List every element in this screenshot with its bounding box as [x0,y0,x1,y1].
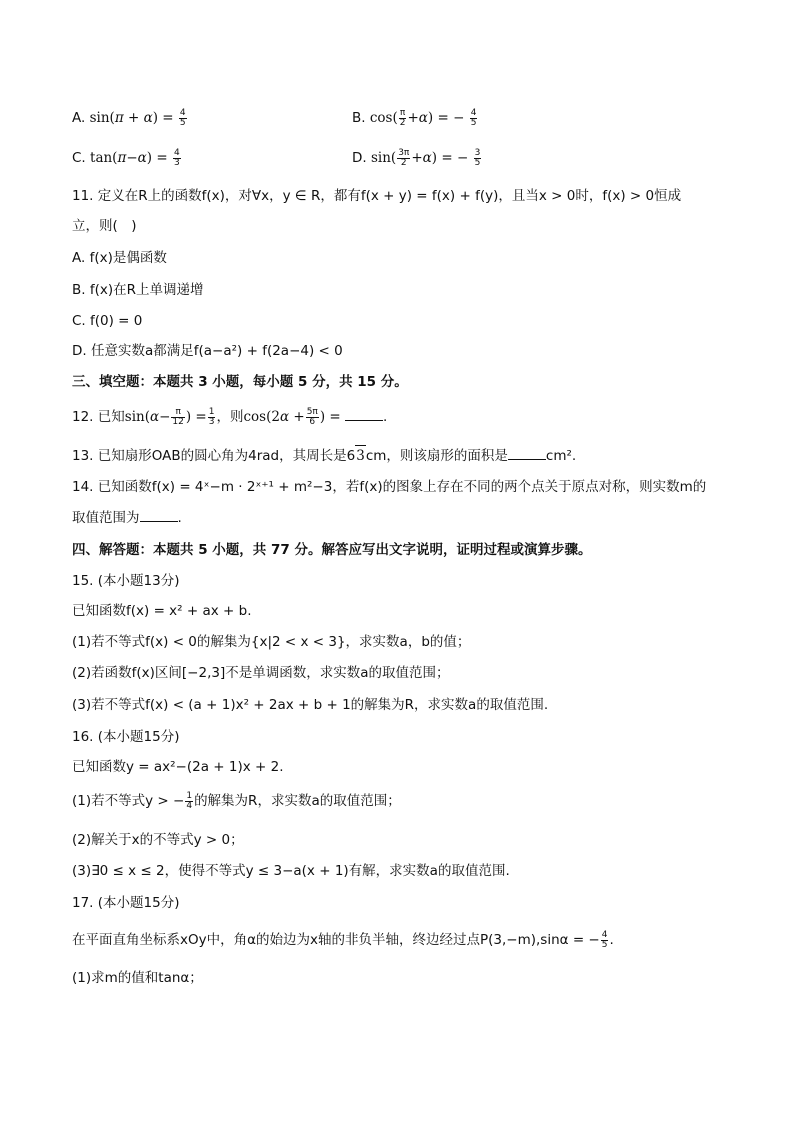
q15-stem: 已知函数f(x) = x² + ax + b. [72,603,252,619]
q13-text: 13. 已知扇形OAB的圆心角为4rad，其周长是6 [72,448,356,464]
q15-part3: (3)若不等式f(x) < (a + 1)x² + 2ax + b + 1的解集为R，求实数a的取值范围. [72,697,549,713]
q10-option-c: C. tan(π−α) = $\frac{4}{3}$ [72,147,180,168]
q16-part2: (2)解关于x的不等式y > 0； [72,832,244,848]
q17-stem-text: 在平面直角坐标系xOy中，角α的始边为x轴的非负半轴，终边经过点P(3,−m),sinα = − [72,932,600,948]
q17-heading: 17. (本小题15分) [72,895,180,911]
answer-blank [140,509,178,522]
q12-mid: ，则 [216,409,244,425]
section-4-heading: 四、解答题：本题共 5 小题，共 77 分。解答应写出文字说明，证明过程或演算步骤。 [72,542,592,558]
q10-option-a: A. sin(π + α) = $\frac{4}{5}$ [72,107,186,128]
q15-part1: (1)若不等式f(x) < 0的解集为{x|2 < x < 3}，求实数a，b的值； [72,634,471,650]
q14-line1: 14. 已知函数f(x) = 4ˣ−m · 2ˣ⁺¹ + m²−3，若f(x)的图象上存在不同的两个点关于原点对称，则实数m的 [72,479,707,495]
q11-option-c: C. f(0) = 0 [72,313,143,329]
option-label: D. [352,150,367,166]
q12: 12. 已知sin(α− $\frac{\pi}{12}$ ) = $\frac{1}{3}$ ，则cos(2α + $\frac{5\pi}{6}$ ) = . [72,406,388,427]
q11-option-b: B. f(x)在R上单调递增 [72,282,204,298]
q17-part1: (1)求m的值和tanα； [72,970,203,986]
answer-blank [508,447,546,460]
q16-part1-a: (1)若不等式y > − [72,793,185,809]
q16-part1 [72,791,401,811]
fraction: $\frac{4}{3}$ [173,147,180,168]
option-label: B. [352,110,366,126]
option-label: A. [72,110,86,126]
fraction: $\frac{3}{5}$ [474,147,481,168]
section-3-heading: 三、填空题：本题共 3 小题，每小题 5 分，共 15 分。 [72,374,408,390]
fraction: $\frac{5\pi}{6}$ [306,406,318,427]
q13 [72,445,576,466]
q14-line2: 取值范围为 . [72,510,182,526]
fraction: $\frac{3\pi}{2}$ [398,147,410,168]
q10-option-b: B. cos( $\frac{\pi}{2}$ +α) = − $\frac{4}{5}$ [352,107,477,128]
option-label: C. [72,150,86,166]
fraction: $\frac{1}{3}$ [208,406,215,427]
q11-option-d: D. 任意实数a都满足f(a−a²) + f(2a−4) < 0 [72,343,343,359]
fraction: $\frac{1}{4}$ [186,790,193,811]
answer-blank [345,408,383,421]
fraction: $\frac{4}{5}$ [179,107,186,128]
q11-stem-line2: 立，则( ) [72,218,137,234]
q16-stem: 已知函数y = ax²−(2a + 1)x + 2. [72,759,284,775]
q10-option-d: D. sin( $\frac{3\pi}{2}$ +α) = − $\frac{3}{5}$ [352,147,481,168]
fraction: $\frac{\pi}{2}$ [399,107,406,128]
fraction: $\frac{4}{5}$ [601,929,608,950]
q16-part1-b: 的解集为R，求实数a的取值范围； [194,793,401,809]
q11-option-a: A. f(x)是偶函数 [72,250,167,266]
q16-heading: 16. (本小题15分) [72,729,180,745]
q15-heading: 15. (本小题13分) [72,573,180,589]
fraction: $\frac{4}{5}$ [470,107,477,128]
fraction: $\frac{\pi}{12}$ [172,406,184,427]
q15-part2: (2)若函数f(x)区间[−2,3]不是单调函数，求实数a的取值范围； [72,665,450,681]
q17-stem: 在平面直角坐标系xOy中，角α的始边为x轴的非负半轴，终边经过点P(3,−m),sinα = − $\frac{4}{5}$ . [72,929,614,950]
q12-prefix: 12. 已知 [72,409,125,425]
sqrt-symbol: 3 [355,445,366,466]
q13-text-b: cm，则该扇形的面积是 [365,448,508,464]
q13-unit: cm². [545,448,577,464]
q16-part3: (3)∃0 ≤ x ≤ 2，使得不等式y ≤ 3−a(x + 1)有解，求实数a的取值范围. [72,863,510,879]
q11-stem-line1: 11. 定义在R上的函数f(x)，对∀x，y ∈ R，都有f(x + y) = f(x) + f(y)，且当x > 0时，f(x) > 0恒成 [72,188,682,204]
q14-text: 取值范围为 [72,510,140,526]
